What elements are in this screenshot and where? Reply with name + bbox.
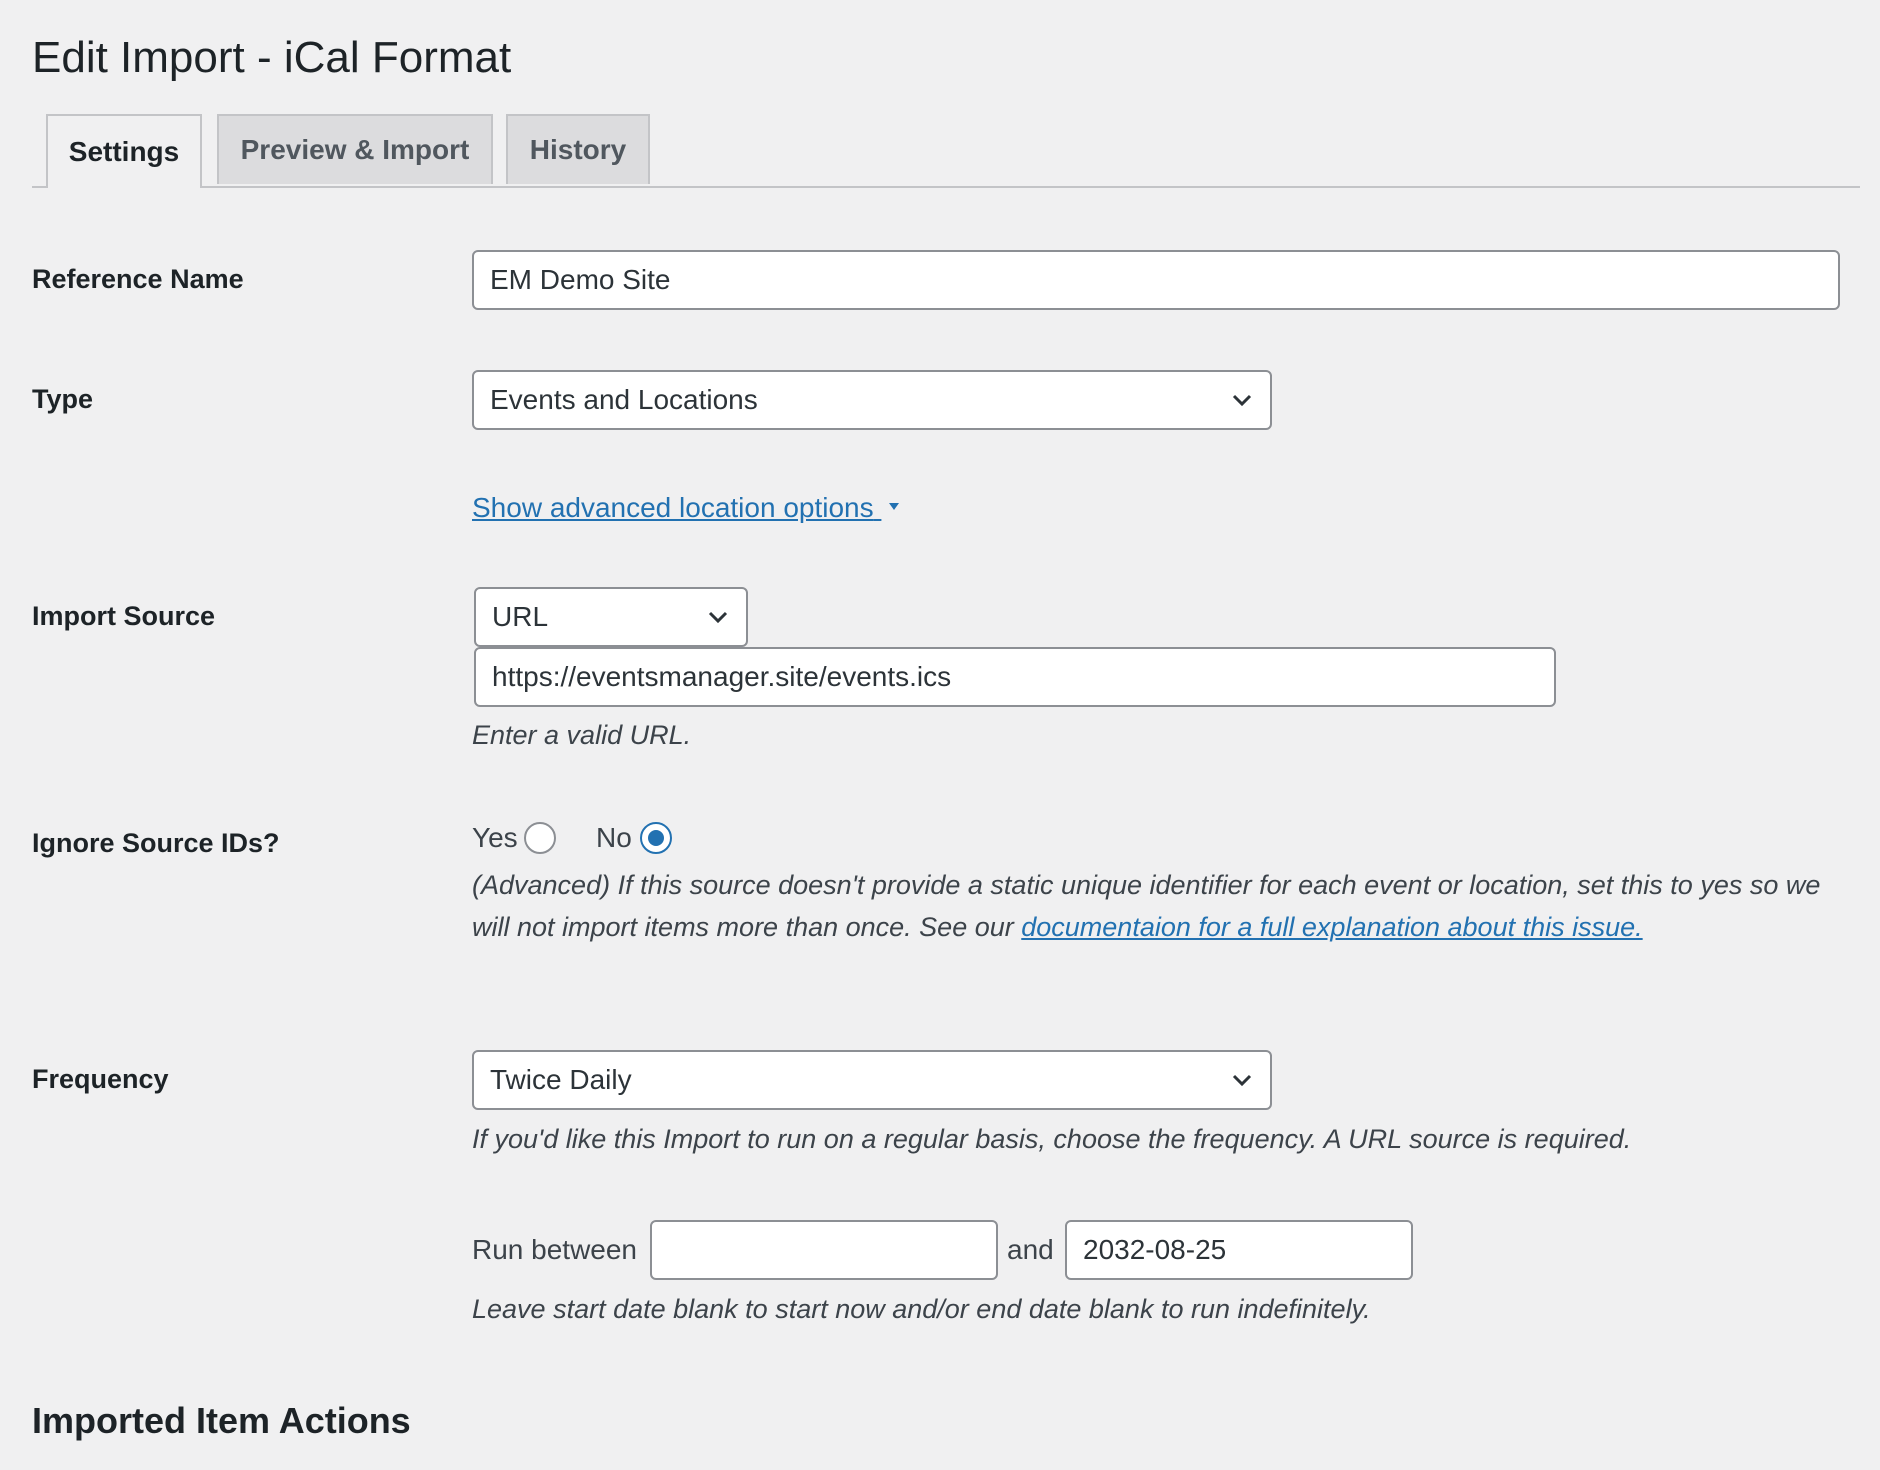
ignore-source-ids-description	[472, 864, 1832, 948]
import-source-type-value: URL	[492, 601, 549, 632]
ignore-no-radio[interactable]	[640, 822, 672, 854]
triangle-down-icon	[887, 501, 901, 511]
import-source-type-select[interactable]	[474, 587, 748, 647]
tab-history[interactable]: History	[506, 114, 650, 184]
ignore-yes-radio[interactable]	[524, 822, 556, 854]
end-date-input[interactable]	[1065, 1220, 1413, 1280]
start-date-input[interactable]	[650, 1220, 998, 1280]
end-date-value: 2032-08-25	[1083, 1234, 1227, 1265]
and-label: and	[1007, 1234, 1054, 1265]
ignore-yes-label: Yes	[472, 822, 518, 853]
frequency-help: If you'd like this Import to run on a regular basis, choose the frequency. A URL source is required.	[472, 1124, 1632, 1154]
ignore-source-ids-label: Ignore Source IDs?	[32, 828, 280, 858]
documentation-link[interactable]: documentaion for a full explanation about this issue.	[1021, 912, 1643, 942]
type-select-value: Events and Locations	[490, 384, 758, 415]
chevron-down-icon	[706, 605, 730, 629]
type-label: Type	[32, 384, 94, 414]
reference-name-input[interactable]	[472, 250, 1840, 310]
imported-item-actions-heading: Imported Item Actions	[32, 1400, 411, 1441]
chevron-down-icon	[1230, 388, 1254, 412]
page-title: Edit Import - iCal Format	[32, 33, 512, 82]
type-select[interactable]	[472, 370, 1272, 430]
frequency-label: Frequency	[32, 1064, 169, 1094]
run-between-label: Run between	[472, 1234, 638, 1265]
chevron-down-icon	[1230, 1068, 1254, 1092]
frequency-select-value: Twice Daily	[490, 1064, 632, 1095]
advanced-location-options-label: Show advanced location options	[472, 492, 874, 523]
reference-name-value: EM Demo Site	[490, 264, 671, 295]
tab-settings[interactable]: Settings	[46, 114, 202, 188]
dates-help: Leave start date blank to start now and/or end date blank to run indefinitely.	[472, 1294, 1371, 1324]
ignore-source-ids-desc-text: (Advanced) If this source doesn't provide a static unique identifier for each event or location, set this to yes so we will not import items more than once. See our	[472, 870, 1821, 942]
import-source-url-input[interactable]	[474, 647, 1556, 707]
advanced-location-options-link[interactable]	[472, 492, 901, 524]
import-source-label: Import Source	[32, 601, 216, 631]
reference-name-label: Reference Name	[32, 264, 244, 294]
import-source-help: Enter a valid URL.	[472, 720, 692, 750]
frequency-select[interactable]	[472, 1050, 1272, 1110]
import-source-url-value: https://eventsmanager.site/events.ics	[492, 661, 952, 692]
ignore-no-label: No	[596, 822, 632, 853]
tab-bar	[32, 114, 1860, 188]
tab-preview-import[interactable]: Preview & Import	[217, 114, 493, 184]
